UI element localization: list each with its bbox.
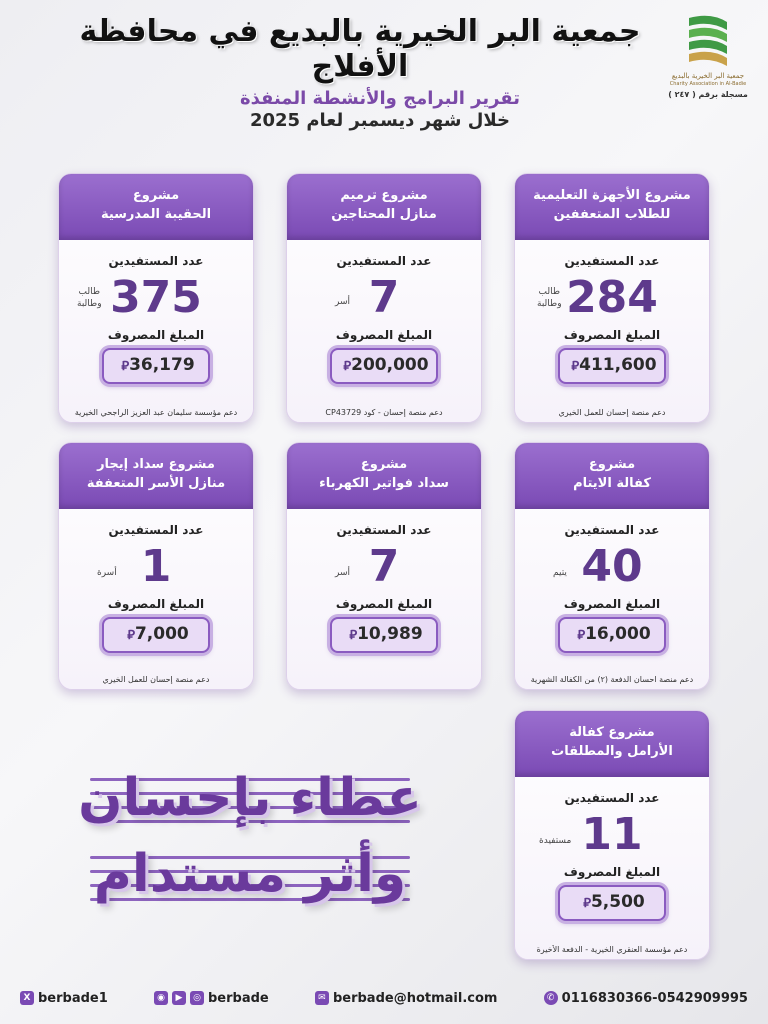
association-logo (658, 12, 758, 112)
instagram-icon: ◎ (190, 991, 204, 1005)
subtitle-line-1: تقرير البرامج والأنشطة المنفذة (239, 88, 521, 109)
beneficiaries-count: 284 (566, 272, 658, 323)
support-note: دعم منصة إحسان - كود CP43729 (325, 408, 443, 417)
logo-name: جمعية البر الخيرية بالبديع (671, 72, 745, 80)
social-handle: berbade (208, 990, 269, 1006)
project-card-orphan-sponsorship (514, 442, 710, 690)
subtitle-line-2: خلال شهر ديسمبر لعام 2025 (249, 110, 510, 131)
whatsapp-icon: ✆ (544, 991, 558, 1005)
amount-box (558, 885, 666, 921)
card-title-line-2: منازل الأسر المتعففة (86, 476, 226, 491)
beneficiaries-unit: طالب وطالبة (77, 287, 102, 309)
card-header (59, 443, 253, 509)
snapchat-icon: ◉ (154, 991, 168, 1005)
beneficiaries-unit: أسرة (97, 568, 117, 578)
beneficiaries-unit: أسر (335, 568, 351, 578)
card-title-line-1: مشروع ترميم (340, 188, 428, 203)
card-header (287, 443, 481, 509)
card-title-line-1: مشروع (588, 457, 636, 472)
beneficiaries-label: عدد المستفيدين (564, 791, 660, 805)
amount-label: المبلغ المصروف (107, 328, 205, 342)
amount-value: 36,179 (129, 355, 195, 375)
amount-box (102, 617, 210, 653)
beneficiaries-count: 1 (140, 541, 172, 592)
support-note: دعم منصة إحسان للعمل الخيري (558, 408, 666, 417)
card-header (59, 174, 253, 240)
card-title-line-1: مشروع كفالة (569, 725, 655, 740)
card-title-line-1: مشروع الأجهزة التعليمية (533, 188, 691, 203)
card-title-line-2: كفالة الايتام (573, 476, 651, 491)
social-contact[interactable] (154, 991, 269, 1006)
card-title-line-2: الحقيبة المدرسية (100, 207, 212, 222)
beneficiaries-count: 7 (368, 541, 400, 592)
project-card-widows-sponsorship (514, 710, 710, 960)
beneficiaries-label: عدد المستفيدين (336, 523, 432, 537)
amount-box (330, 617, 438, 653)
main-title: جمعية البر الخيرية بالبديع في محافظة الأفلاج (79, 14, 641, 84)
phone-contact[interactable] (544, 991, 748, 1006)
beneficiaries-label: عدد المستفيدين (564, 254, 660, 268)
beneficiaries-count: 7 (368, 272, 400, 323)
beneficiaries-label: عدد المستفيدين (108, 254, 204, 268)
amount-label: المبلغ المصروف (107, 597, 205, 611)
email-address: berbade@hotmail.com (332, 990, 498, 1006)
green-gold-logo-icon (681, 12, 735, 72)
saudi-riyal-icon: ⃁ (349, 628, 358, 643)
beneficiaries-label: عدد المستفيدين (336, 254, 432, 268)
project-card-electricity-bills (286, 442, 482, 690)
support-note: دعم مؤسسة العنقري الخيرية - الدفعة الأخيرة (536, 945, 688, 954)
slogan-line-1: عطاء بإحسان (78, 768, 422, 828)
logo-name-en: Charity Association in Al-Badie (669, 81, 747, 87)
project-card-home-renovation (286, 173, 482, 423)
project-card-rent-payment (58, 442, 254, 690)
beneficiaries-unit: أسر (335, 297, 351, 307)
card-header (287, 174, 481, 240)
amount-label: المبلغ المصروف (563, 597, 661, 611)
amount-value: 5,500 (590, 892, 645, 912)
saudi-riyal-icon: ⃁ (343, 359, 352, 374)
saudi-riyal-icon: ⃁ (571, 359, 580, 374)
project-card-educational-devices (514, 173, 710, 423)
phone-numbers: 0116830366-0542909995 (561, 990, 748, 1006)
amount-box (558, 617, 666, 653)
card-title-line-2: منازل المحتاجين (331, 207, 437, 222)
amount-box (558, 348, 666, 384)
support-note: دعم منصة احسان الدفعة (٢) من الكفالة الشهرية (530, 675, 694, 684)
amount-box (102, 348, 210, 384)
youtube-icon: ▶ (172, 991, 186, 1005)
beneficiaries-label: عدد المستفيدين (108, 523, 204, 537)
beneficiaries-unit: طالب وطالبة (537, 287, 562, 309)
card-title-line-2: الأرامل والمطلقات (551, 744, 673, 759)
amount-value: 411,600 (579, 355, 657, 375)
beneficiaries-count: 40 (581, 541, 643, 592)
saudi-riyal-icon: ⃁ (127, 628, 135, 643)
amount-box (330, 348, 438, 384)
amount-label: المبلغ المصروف (563, 328, 661, 342)
report-subtitle (140, 88, 620, 132)
support-note: دعم مؤسسة سليمان عبد العزيز الراجحي الخيرية (74, 408, 238, 417)
saudi-riyal-icon: ⃁ (121, 359, 130, 374)
card-title-line-2: للطلاب المتعففين (553, 207, 671, 222)
card-header (515, 711, 709, 777)
card-title-line-1: مشروع سداد إيجار (97, 457, 215, 472)
x-handle: berbade1 (38, 990, 108, 1006)
beneficiaries-unit: مستفيدة (539, 836, 572, 846)
beneficiaries-count: 11 (581, 809, 643, 860)
beneficiaries-label: عدد المستفيدين (564, 523, 660, 537)
slogan-line-2: وأثر مستدام (93, 844, 407, 904)
footer-contacts (20, 986, 748, 1010)
card-header (515, 174, 709, 240)
registration-number: مسجلة برقم ( ٢٤٧ ) (668, 90, 748, 99)
amount-value: 200,000 (351, 355, 429, 375)
saudi-riyal-icon: ⃁ (577, 628, 586, 643)
beneficiaries-count: 375 (110, 272, 202, 323)
amount-label: المبلغ المصروف (563, 865, 661, 879)
saudi-riyal-icon: ⃁ (583, 896, 591, 911)
amount-value: 16,000 (585, 624, 651, 644)
card-title-line-2: سداد فواتير الكهرباء (319, 476, 449, 491)
email-icon: ✉ (315, 991, 329, 1005)
project-card-school-bag (58, 173, 254, 423)
slogan (60, 760, 440, 930)
support-note: دعم منصة إحسان للعمل الخيري (102, 675, 210, 684)
x-icon: X (20, 991, 34, 1005)
card-title-line-1: مشروع (360, 457, 408, 472)
amount-value: 7,000 (134, 624, 189, 644)
card-header (515, 443, 709, 509)
amount-label: المبلغ المصروف (335, 328, 433, 342)
beneficiaries-unit: يتيم (553, 568, 567, 578)
amount-value: 10,989 (357, 624, 423, 644)
amount-label: المبلغ المصروف (335, 597, 433, 611)
x-contact[interactable] (20, 991, 108, 1006)
card-title-line-1: مشروع (132, 188, 180, 203)
email-contact[interactable] (315, 991, 498, 1006)
